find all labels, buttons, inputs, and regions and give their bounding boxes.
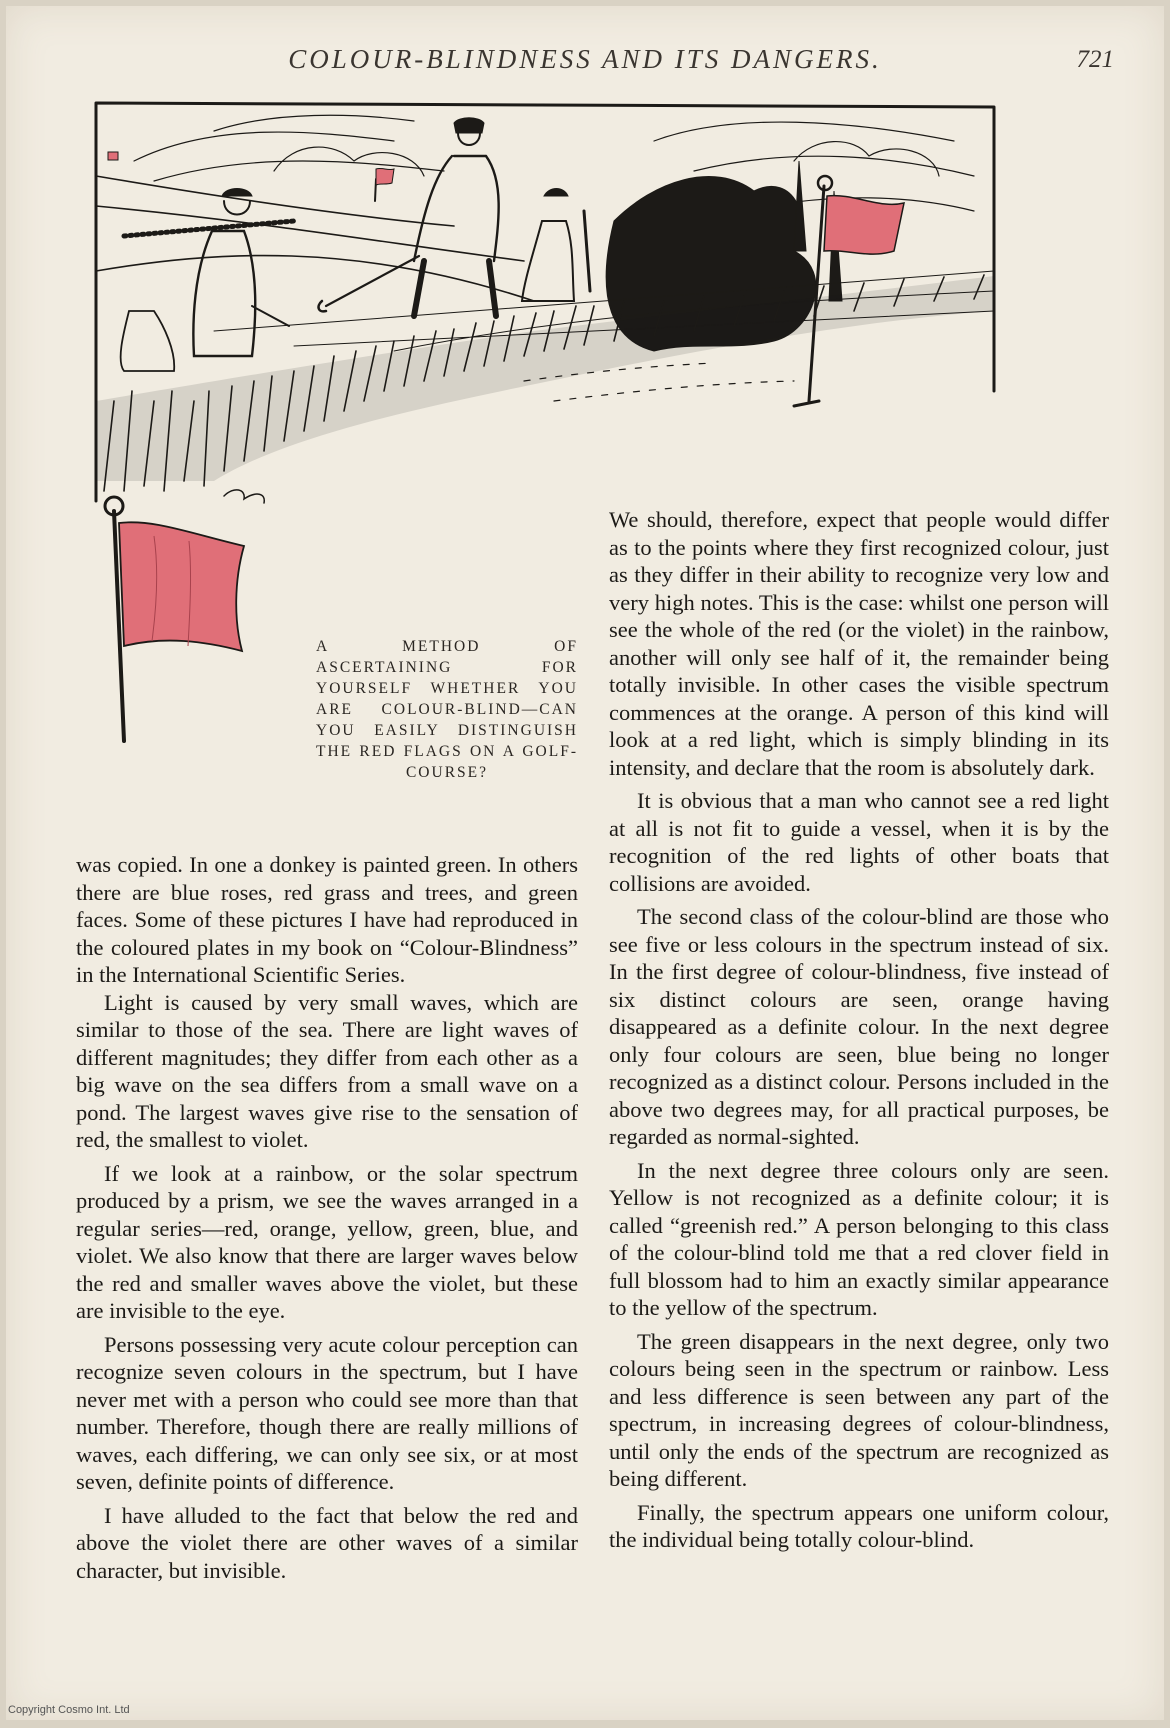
copyright-notice: Copyright Cosmo Int. Ltd	[8, 1704, 130, 1716]
paragraph: The second class of the colour-blind are those who see five or less colours in the spectrum instead of six. In the first degree of colour-blindness, five instead of six distinct colours are seen, orange having disappeared as a definite colour. In the next degree only four colours are seen, blue being no longer recognized as a distinct colour. Persons included in the above two degrees may, for all practical purposes, be regarded as normal-sighted.	[609, 904, 1109, 1149]
running-title: COLOUR-BLINDNESS AND ITS DANGERS.	[288, 44, 882, 74]
paragraph: The green disappears in the next degree, only two colours being seen in the spectrum or rainbow. Less and less difference is seen between any part of the spectrum, in increasing degrees of colour-blindness, until only the ends of the spectrum are recognized as being different.	[609, 1328, 1109, 1491]
paragraph: In the next degree three colours only are seen. Yellow is not recognized as a definite colour; it is called “greenish red.” A person belonging to this class of the colour-blind told me that a red clover field in full blossom had to him an exactly similar appearance to the yellow of the spectrum.	[609, 1157, 1109, 1320]
paragraph: If we look at a rainbow, or the solar spectrum produced by a prism, we see the waves arranged in a regular series—red, orange, yellow, green, blue, and violet. We also know that there are larger waves below the red and smaller waves above the violet, but these are invisible to the eye.	[76, 1160, 578, 1323]
paragraph: We should, therefore, expect that people would differ as to the points where they first recognized colour, just as they differ in their ability to recognize very low and very high notes. This is the case: whilst one person will see the whole of the red (or the violet) in the rainbow, another will only see half of it, the remainder being totally invisible. In other cases the visible spectrum commences at the orange. A person of this kind will look at a red light, which is simply blinding in its intensity, and declare that the room is absolutely dark.	[609, 507, 1109, 780]
paragraph: Light is caused by very small waves, which are similar to those of the sea. There are light waves of different magnitudes; they differ from each other as a big wave on the sea differs from a small wave on a pond. The largest waves give rise to the sensation of red, the smallest to violet.	[76, 989, 578, 1152]
paragraph: It is obvious that a man who cannot see a red light at all is not fit to guide a vessel, when it is by the recognition of the red lights of other boats that collisions are avoided.	[609, 788, 1109, 896]
paragraph: I have alluded to the fact that below the red and above the violet there are other waves of a similar character, but invisible.	[76, 1502, 578, 1583]
illustration-caption: A METHOD OF ASCERTAINING FOR YOURSELF WHETHER YOU ARE COLOUR-BLIND—CAN YOU EASILY DISTINGUISH THE RED FLAGS ON A GOLF-COURSE?	[316, 638, 578, 781]
paragraph: Finally, the spectrum appears one uniform colour, the individual being totally colour-blind.	[609, 1499, 1109, 1552]
paragraph: Persons possessing very acute colour perception can recognize seven colours in the spectrum, but I have never met with a person who could see more than that number. Therefore, though there are really millions of waves, each differing, we can only see six, or at most seven, definite points of difference.	[76, 1331, 578, 1494]
paragraph: was copied. In one a donkey is painted green. In others there are blue roses, red grass and trees, and green faces. Some of these pictures I have had reproduced in the coloured plates in my book on “Colour-Blindness” in the International Scientific Series.	[76, 852, 578, 987]
magazine-page	[6, 6, 1164, 1720]
left-column	[76, 851, 578, 1584]
page-number: 721	[1076, 46, 1114, 73]
right-column	[609, 506, 1109, 1554]
